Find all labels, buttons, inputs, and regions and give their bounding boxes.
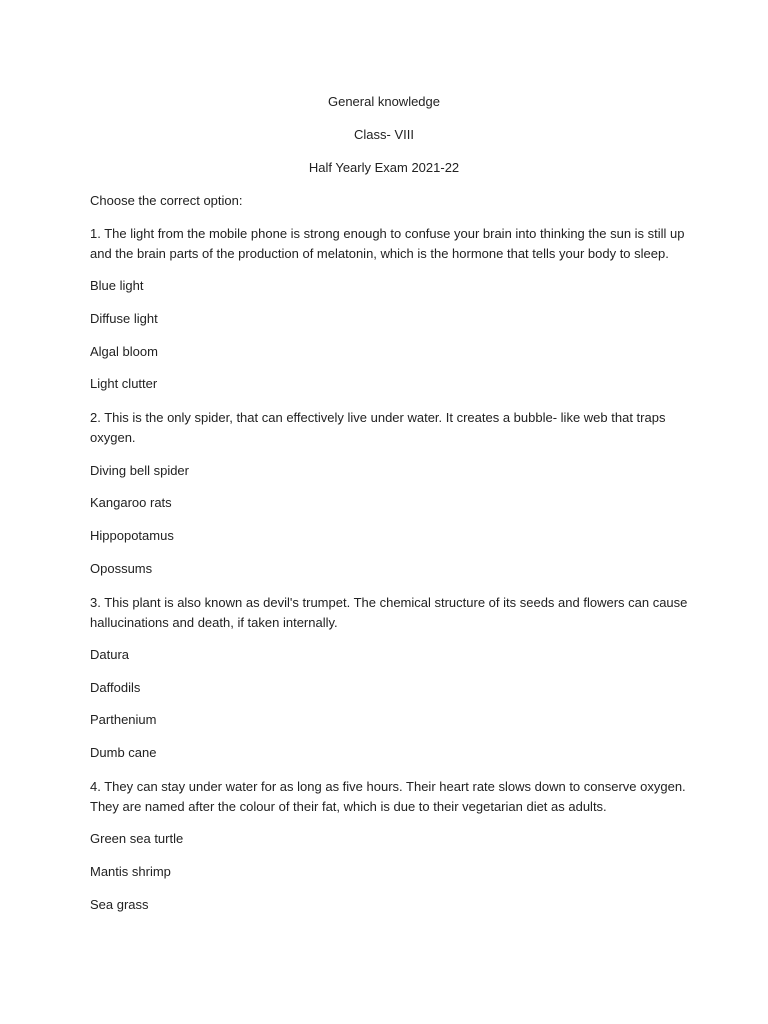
exam-label: Half Yearly Exam 2021-22 — [308, 160, 460, 175]
document-title: General knowledge — [327, 94, 441, 109]
question-4-option-1: Green sea turtle — [90, 831, 184, 846]
question-4: 4. They can stay under water for as long as five hours. Their heart rate slows down to conserve oxygen. They are named after the colour of their fat, which is due to their vegetarian diet as adults. — [90, 779, 686, 814]
question-3-option-2: Daffodils — [90, 680, 141, 695]
question-4-option-2: Mantis shrimp — [90, 864, 171, 879]
question-2-option-4: Opossums — [90, 561, 153, 576]
question-3-option-3: Parthenium — [90, 712, 157, 727]
question-2: 2. This is the only spider, that can effectively live under water. It creates a bubble- like web that traps oxygen. — [90, 410, 666, 445]
class-label: Class- VIII — [354, 127, 414, 142]
question-3: 3. This plant is also known as devil's trumpet. The chemical structure of its seeds and flowers can cause hallucinations and death, if taken internally. — [90, 595, 688, 630]
question-2-option-3: Hippopotamus — [90, 528, 174, 543]
question-3-option-1: Datura — [90, 647, 130, 662]
question-1-option-3: Algal bloom — [90, 344, 158, 359]
question-1-option-1: Blue light — [90, 278, 144, 293]
question-4-option-3: Sea grass — [90, 897, 149, 912]
question-1-option-2: Diffuse light — [90, 311, 158, 326]
question-2-option-1: Diving bell spider — [90, 463, 189, 478]
question-1: 1. The light from the mobile phone is strong enough to confuse your brain into thinking the sun is still up and the brain parts of the production of melatonin, which is the hormone that tells your body to sleep. — [90, 226, 685, 261]
instructions: Choose the correct option: — [90, 193, 243, 208]
question-1-option-4: Light clutter — [90, 376, 158, 391]
question-2-option-2: Kangaroo rats — [90, 495, 172, 510]
question-3-option-4: Dumb cane — [90, 745, 157, 760]
